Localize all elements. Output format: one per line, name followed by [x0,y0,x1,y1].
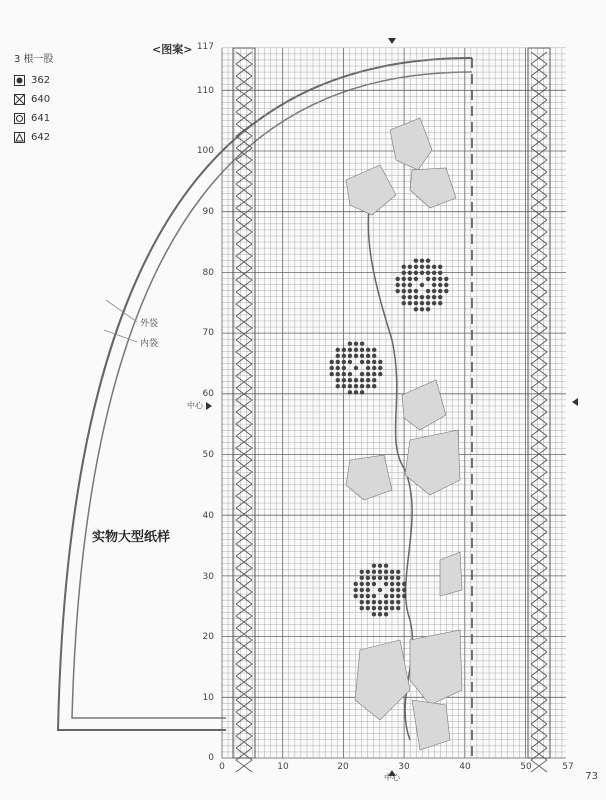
border-cross-motif [236,268,252,292]
flower-dot [420,301,424,305]
x-tick-label: 57 [562,762,574,772]
x-tick-label: 30 [398,762,410,772]
flower-dot [402,594,406,598]
flower-dot [426,295,430,299]
flower-dot [360,390,364,394]
flower-dot [402,588,406,592]
y-tick-label: 30 [202,572,214,582]
flower-dot [372,600,376,604]
flower-dot [366,570,370,574]
flower-dot [372,372,376,376]
flower-dot [366,600,370,604]
flower-dot [342,348,346,352]
flower-dot [408,301,412,305]
y-tick-label: 80 [202,268,214,278]
flower-dot [396,600,400,604]
flower-dot [414,307,418,311]
flower-dot [420,307,424,311]
flower-dot [330,360,334,364]
inner-bag-label: 内袋 [140,339,159,349]
flower-dot [420,295,424,299]
flower-dot [372,582,376,586]
flower-dot [360,570,364,574]
flower-dot [432,283,436,287]
outer-bag-label: 外袋 [140,319,159,329]
flower-dot [384,564,388,568]
flower-dot [336,354,340,358]
flower-dot [402,301,406,305]
flower-dot [378,366,382,370]
flower-dot [372,564,376,568]
flower-dot [384,582,388,586]
flower-dot [360,348,364,352]
flower-dot [372,366,376,370]
flower-dot [378,606,382,610]
border-cross-motif [236,340,252,364]
border-cross-motif [531,244,547,268]
border-cross-motif [531,436,547,460]
x-tick-label: 40 [459,762,471,772]
border-cross-motif [531,316,547,340]
y-tick-label: 100 [196,146,214,156]
flower-dot [390,576,394,580]
flower-dot [336,384,340,388]
flower-dot [408,277,412,281]
flower-dot [402,277,406,281]
flower-dot [384,594,388,598]
flower-dot [402,582,406,586]
flower-dot [372,348,376,352]
pattern-title: <图案> [152,43,193,56]
flower-dot [402,289,406,293]
flower-dot [438,277,442,281]
flower-dot [360,576,364,580]
flower-dot [348,372,352,376]
center-label-left: 中心 [187,401,203,410]
flower-dot [342,372,346,376]
flower-dot [438,289,442,293]
flower-dot [366,354,370,358]
flower-dot [378,564,382,568]
flower-dot [432,295,436,299]
flower-dot [348,390,352,394]
flower-dot [360,354,364,358]
flower-dot [426,307,430,311]
flower-dot [372,576,376,580]
flower-dot [402,283,406,287]
flower-dot [384,612,388,616]
flower-dot [372,384,376,388]
flower-dot [390,606,394,610]
flower-dot [402,265,406,269]
flower-dot [414,289,418,293]
flower-dot [354,594,358,598]
flower-dot [444,277,448,281]
flower-dot [366,384,370,388]
flower-dot [432,289,436,293]
flower-dot [390,588,394,592]
border-cross-motif [531,652,547,676]
flower-dot [432,265,436,269]
top-center-marker [388,38,396,44]
border-cross-motif [531,292,547,316]
border-cross-motif [531,532,547,556]
y-tick-label: 50 [202,450,214,460]
legend-item [14,90,54,109]
border-cross-motif [531,220,547,244]
flower-dot [372,378,376,382]
border-cross-motif [531,508,547,532]
page-number: 73 [585,771,598,782]
flower-dot [372,594,376,598]
border-cross-motif [531,100,547,124]
flower-dot [384,606,388,610]
flower-dot [396,576,400,580]
border-cross-motif [531,268,547,292]
border-cross-motif [531,124,547,148]
border-cross-motif [531,676,547,700]
flower-dot [354,390,358,394]
flower-dot [360,594,364,598]
flower-dot [402,271,406,275]
flower-dot [360,372,364,376]
border-cross-motif [236,172,252,196]
border-cross-motif [236,292,252,316]
legend-title: 3 根一股 [14,54,54,65]
border-cross-motif [531,460,547,484]
filled-dot-icon [14,75,25,86]
flower-dot [432,301,436,305]
flower-dot [336,366,340,370]
flower-dot [354,342,358,346]
flower-dot [426,259,430,263]
x-tick-label: 20 [337,762,349,772]
flower-dot [360,600,364,604]
flower-dot [426,301,430,305]
flower-dot [330,366,334,370]
flower-dot [360,384,364,388]
flower-dot [366,582,370,586]
legend [14,50,54,147]
flower-dot [366,360,370,364]
flower-dot [336,360,340,364]
flower-dot [396,606,400,610]
y-tick-label: 40 [202,511,214,521]
full-size-pattern-label: 实物大型纸样 [92,530,171,545]
border-cross-motif [531,148,547,172]
border-cross-motif [236,220,252,244]
flower-dot [390,600,394,604]
flower-dot [378,612,382,616]
flower-dot [336,348,340,352]
flower-dot [360,606,364,610]
border-cross-motif [236,532,252,556]
border-cross-motif [236,748,252,772]
flower-dot [390,570,394,574]
flower-dot [354,378,358,382]
flower-dot [342,360,346,364]
flower-dot [432,271,436,275]
border-cross-motif [531,580,547,604]
y-tick-label: 0 [208,753,214,763]
flower-dot [396,277,400,281]
center-label-bottom: 中心 [384,773,400,782]
flower-dot [426,265,430,269]
legend-item [14,71,54,90]
flower-dot [420,283,424,287]
flower-dot [444,289,448,293]
flower-dot [378,570,382,574]
border-cross-motif [236,316,252,340]
flower-dot [438,283,442,287]
flower-dot [420,265,424,269]
flower-dot [414,271,418,275]
flower-dot [342,384,346,388]
flower-dot [330,372,334,376]
y-tick-label: 117 [196,42,214,52]
legend-item [14,128,54,147]
flower-dot [396,588,400,592]
flower-dot [360,360,364,364]
flower-dot [414,259,418,263]
flower-dot [420,271,424,275]
flower-dot [426,289,430,293]
x-tick-label: 0 [219,762,225,772]
border-cross-motif [236,484,252,508]
border-cross-motif [236,676,252,700]
flower-dot [342,354,346,358]
left-center-marker [206,402,212,410]
circle-icon [14,113,25,124]
flower-dot [360,588,364,592]
y-tick-label: 110 [196,86,214,96]
flower-dot [396,289,400,293]
flower-dot [366,606,370,610]
flower-dot [366,576,370,580]
border-cross-motif [531,700,547,724]
border-cross-motif [531,52,547,76]
flower-dot [414,301,418,305]
flower-dot [438,265,442,269]
border-cross-motif [236,508,252,532]
flower-dot [372,360,376,364]
border-cross-motif [236,436,252,460]
flower-dot [342,366,346,370]
flower-dot [438,295,442,299]
border-cross-motif [236,460,252,484]
flower-dot [354,354,358,358]
flower-dot [360,342,364,346]
flower-dot [372,606,376,610]
flower-dot [348,342,352,346]
flower-dot [426,277,430,281]
flower-dot [348,354,352,358]
border-cross-motif [531,556,547,580]
border-cross-motif [236,52,252,76]
border-cross-motif [531,172,547,196]
flower-dot [366,588,370,592]
flower-dot [384,600,388,604]
flower-dot [396,570,400,574]
border-cross-motif [236,244,252,268]
cross-icon [14,94,25,105]
flower-dot [414,265,418,269]
legend-code: 362 [31,75,51,86]
border-cross-motif [236,100,252,124]
border-cross-motif [531,364,547,388]
flower-dot [444,283,448,287]
flower-dot [378,588,382,592]
flower-dot [366,348,370,352]
flower-dot [426,271,430,275]
flower-dot [336,372,340,376]
flower-dot [414,295,418,299]
border-cross-motif [236,628,252,652]
border-cross-motif [531,628,547,652]
legend-code: 640 [31,94,51,105]
flower-dot [348,360,352,364]
border-cross-motif [236,652,252,676]
flower-dot [432,277,436,281]
flower-dot [342,378,346,382]
flower-dot [438,301,442,305]
flower-dot [366,366,370,370]
legend-code: 642 [31,132,51,143]
flower-dot [354,348,358,352]
border-cross-motif [236,364,252,388]
flower-dot [378,600,382,604]
right-center-marker [572,398,578,406]
border-cross-motif [236,700,252,724]
flower-dot [348,348,352,352]
flower-dot [396,594,400,598]
y-tick-label: 20 [202,632,214,642]
border-cross-motif [236,580,252,604]
border-cross-motif [531,484,547,508]
flower-dot [396,582,400,586]
flower-dot [366,378,370,382]
flower-dot [372,570,376,574]
flower-dot [408,283,412,287]
flower-dot [360,582,364,586]
y-tick-label: 90 [202,207,214,217]
flower-dot [354,582,358,586]
flower-dot [354,366,358,370]
x-tick-label: 50 [520,762,532,772]
flower-dot [372,354,376,358]
flower-dot [408,289,412,293]
flower-dot [348,384,352,388]
flower-dot [438,271,442,275]
flower-dot [372,612,376,616]
triangle-icon [14,132,25,143]
flower-dot [408,295,412,299]
flower-dot [354,588,358,592]
flower-dot [360,378,364,382]
flower-dot [366,372,370,376]
flower-dot [336,378,340,382]
flower-dot [414,277,418,281]
flower-dot [354,384,358,388]
flower-dot [384,576,388,580]
flower-dot [420,259,424,263]
border-cross-motif [236,556,252,580]
flower-dot [378,576,382,580]
legend-item [14,109,54,128]
flower-dot [390,582,394,586]
flower-dot [402,295,406,299]
flower-dot [366,594,370,598]
flower-dot [348,378,352,382]
legend-code: 641 [31,113,51,124]
flower-dot [378,372,382,376]
y-tick-label: 70 [202,328,214,338]
flower-dot [384,570,388,574]
inner-label-leader [104,330,137,342]
x-tick-label: 10 [277,762,289,772]
flower-dot [408,265,412,269]
flower-dot [408,271,412,275]
y-tick-label: 60 [202,389,214,399]
flower-dot [396,283,400,287]
flower-dot [378,360,382,364]
y-tick-label: 10 [202,693,214,703]
flower-dot [390,594,394,598]
border-cross-motif [531,340,547,364]
